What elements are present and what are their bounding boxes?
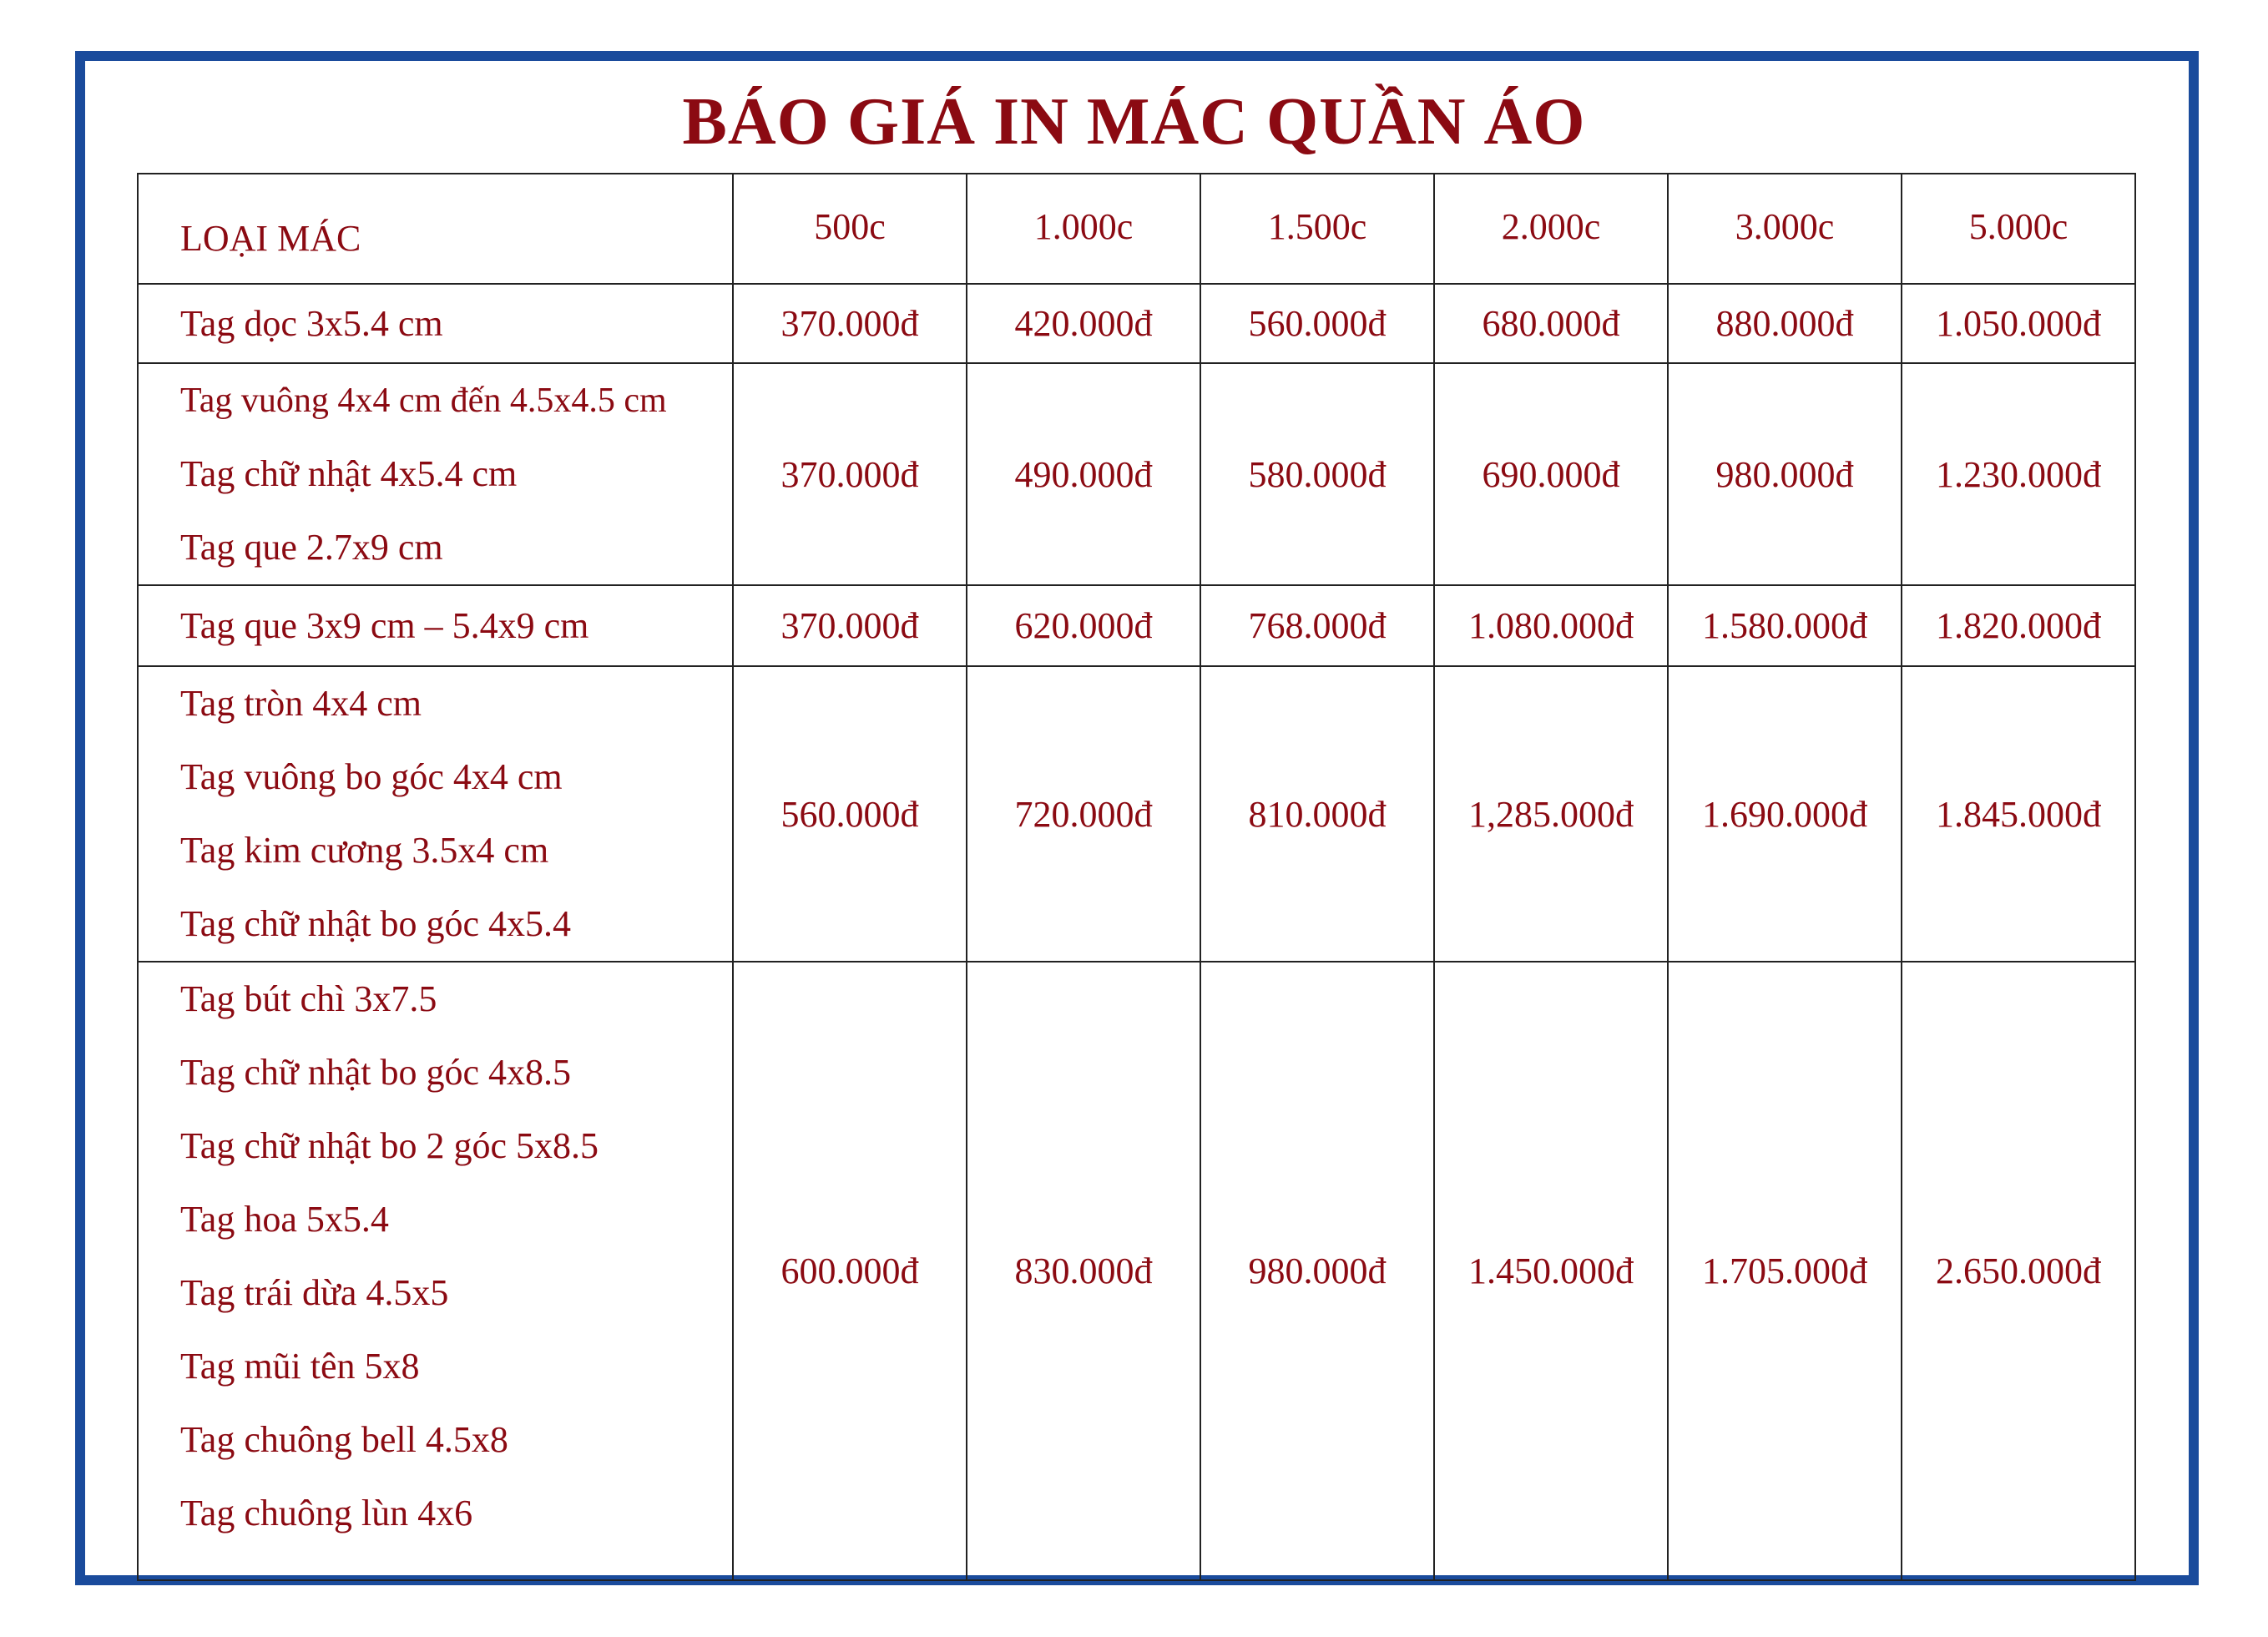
- tag-type-label: Tag vuông 4x4 cm đến 4.5x4.5 cm: [180, 381, 667, 420]
- price-cell: 370.000đ: [733, 585, 967, 666]
- table-row: [138, 585, 2135, 666]
- price-cell: 1.845.000đ: [1902, 666, 2135, 962]
- table-header-row: [138, 174, 2135, 284]
- price-cell: 560.000đ: [1200, 284, 1434, 363]
- tag-type-label: Tag hoa 5x5.4: [180, 1199, 389, 1240]
- tag-type-label: Tag chữ nhật 4x5.4 cm: [180, 453, 518, 494]
- tag-type-label: Tag chữ nhật bo góc 4x5.4: [180, 903, 571, 944]
- tag-type-cell: [138, 962, 733, 1580]
- tag-type-label: Tag dọc 3x5.4 cm: [180, 302, 443, 344]
- price-cell: 1.450.000đ: [1434, 962, 1668, 1580]
- price-cell: 1.230.000đ: [1902, 363, 2135, 585]
- tag-type-cell: [138, 284, 733, 363]
- header-label: LOẠI MÁC: [138, 174, 733, 284]
- header-quantity: 500c: [733, 174, 967, 284]
- price-table: [137, 173, 2136, 1581]
- price-cell: 1.080.000đ: [1434, 585, 1668, 666]
- tag-type-label: Tag kim cương 3.5x4 cm: [180, 830, 549, 871]
- header-quantity: 1.500c: [1200, 174, 1434, 284]
- table-row: [138, 284, 2135, 363]
- price-cell: 880.000đ: [1668, 284, 1902, 363]
- tag-type-label: Tag chữ nhật bo 2 góc 5x8.5: [180, 1125, 599, 1166]
- header-quantity: 5.000c: [1902, 174, 2135, 284]
- price-cell: 370.000đ: [733, 284, 967, 363]
- tag-type-label: Tag tròn 4x4 cm: [180, 683, 422, 724]
- price-cell: 1,285.000đ: [1434, 666, 1668, 962]
- price-cell: 620.000đ: [967, 585, 1200, 666]
- price-cell: 2.650.000đ: [1902, 962, 2135, 1580]
- page-title: BÁO GIÁ IN MÁC QUẦN ÁO: [682, 85, 1586, 159]
- price-cell: 690.000đ: [1434, 363, 1668, 585]
- price-cell: 490.000đ: [967, 363, 1200, 585]
- table-row: [138, 962, 2135, 1580]
- table-row: [138, 363, 2135, 585]
- tag-type-cell: [138, 363, 733, 585]
- price-cell: 1.820.000đ: [1902, 585, 2135, 666]
- tag-type-cell: [138, 585, 733, 666]
- tag-type-label: Tag chuông lùn 4x6: [180, 1493, 473, 1533]
- header-quantity: 3.000c: [1668, 174, 1902, 284]
- tag-type-label: Tag vuông bo góc 4x4 cm: [180, 756, 563, 797]
- tag-type-cell: [138, 666, 733, 962]
- price-cell: 370.000đ: [733, 363, 967, 585]
- price-cell: 560.000đ: [733, 666, 967, 962]
- price-cell: 580.000đ: [1200, 363, 1434, 585]
- price-cell: 980.000đ: [1668, 363, 1902, 585]
- tag-type-label: Tag que 3x9 cm – 5.4x9 cm: [180, 604, 589, 646]
- tag-type-label: Tag chữ nhật bo góc 4x8.5: [180, 1052, 571, 1093]
- tag-type-label: Tag trái dừa 4.5x5: [180, 1272, 449, 1313]
- price-cell: 980.000đ: [1200, 962, 1434, 1580]
- tag-type-label: Tag bút chì 3x7.5: [180, 978, 437, 1019]
- tag-type-label: Tag mũi tên 5x8: [180, 1346, 420, 1387]
- price-cell: 830.000đ: [967, 962, 1200, 1580]
- header-quantity: 1.000c: [967, 174, 1200, 284]
- price-cell: 420.000đ: [967, 284, 1200, 363]
- price-cell: 680.000đ: [1434, 284, 1668, 363]
- price-cell: 1.690.000đ: [1668, 666, 1902, 962]
- price-cell: 810.000đ: [1200, 666, 1434, 962]
- price-cell: 768.000đ: [1200, 585, 1434, 666]
- table-row: [138, 666, 2135, 962]
- header-quantity: 2.000c: [1434, 174, 1668, 284]
- price-cell: 1.050.000đ: [1902, 284, 2135, 363]
- price-cell: 1.580.000đ: [1668, 585, 1902, 666]
- price-cell: 600.000đ: [733, 962, 967, 1580]
- tag-type-label: Tag chuông bell 4.5x8: [180, 1419, 508, 1460]
- price-cell: 1.705.000đ: [1668, 962, 1902, 1580]
- tag-type-label: Tag que 2.7x9 cm: [180, 527, 443, 568]
- price-cell: 720.000đ: [967, 666, 1200, 962]
